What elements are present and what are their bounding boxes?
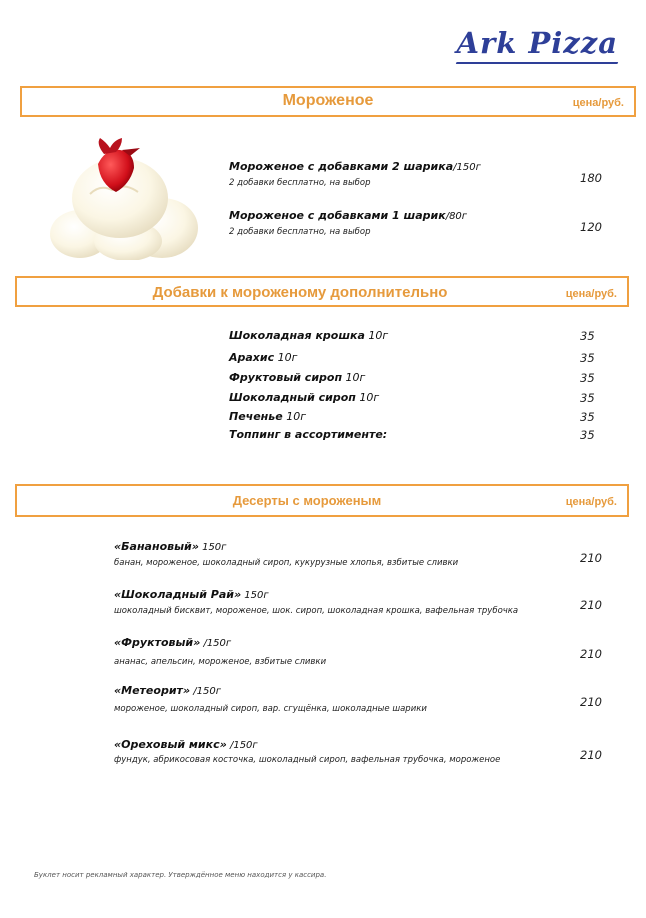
dessert-item-5-price: 210 (580, 748, 602, 762)
item-name: Мороженое с добавками 2 шарика (229, 160, 454, 173)
item-desc: банан, мороженое, шоколадный сироп, кукурузные хлопья, взбитые сливки (114, 558, 459, 568)
dessert-item-3-price: 210 (580, 647, 602, 661)
item-desc: шоколадный бисквит, мороженое, шок. сироп, шоколадная крошка, вафельная трубочка (114, 606, 519, 616)
item-weight: /150г (226, 740, 258, 751)
dessert-item-2 (114, 583, 518, 616)
addon-item-5: Печенье 10г (229, 410, 306, 423)
item-name: «Фруктовый» (114, 636, 201, 649)
addon-item-3-price: 35 (580, 371, 595, 385)
dessert-item-2-price: 210 (580, 598, 602, 612)
section-title-addons: Добавки к мороженому дополнительно (152, 284, 448, 301)
price-header-desserts: цена/руб. (565, 496, 617, 508)
addon-item-4-price: 35 (580, 391, 595, 405)
addon-item-6: Топпинг в ассортименте: (229, 428, 388, 441)
price-header-icecream: цена/руб. (572, 97, 624, 109)
item-weight: /150г (190, 686, 221, 697)
section-title-desserts: Десерты с мороженым (232, 493, 382, 508)
footer-note: Буклет носит рекламный характер. Утверждённое меню находится у кассира. (34, 871, 327, 879)
item-weight: /80г (445, 211, 468, 222)
icecream-item-1-price: 180 (580, 171, 602, 185)
section-header-desserts (15, 484, 629, 517)
item-weight: /150г (453, 162, 481, 173)
addon-item-1-price: 35 (580, 329, 595, 343)
section-header-addons (15, 276, 629, 307)
item-weight: 150г (198, 542, 227, 553)
item-desc: фундук, абрикосовая косточка, шоколадный сироп, вафельная трубочка, мороженое (114, 755, 501, 765)
item-weight: 150г (241, 590, 269, 601)
item-name: «Ореховый микс» (114, 738, 227, 751)
addon-item-4: Шоколадный сироп 10г (229, 391, 380, 404)
item-desc: мороженое, шоколадный сироп, вар. сгущёнка, шоколадные шарики (114, 704, 427, 714)
icecream-image (50, 136, 200, 260)
addon-item-3: Фруктовый сироп 10г (229, 371, 366, 384)
icecream-item-2 (229, 204, 467, 237)
addon-item-5-price: 35 (580, 410, 595, 424)
dessert-item-4 (114, 679, 427, 714)
item-name: «Банановый» (114, 540, 199, 553)
addon-item-2-price: 35 (580, 351, 595, 365)
item-desc: ананас, апельсин, мороженое, взбитые сливки (114, 657, 327, 667)
icecream-item-1 (229, 155, 481, 188)
dessert-item-3 (114, 631, 326, 667)
addon-item-1: Шоколадная крошка 10г (229, 329, 389, 342)
item-desc: 2 добавки бесплатно, на выбор (229, 227, 371, 237)
item-name: «Метеорит» (114, 684, 191, 697)
section-title-icecream: Мороженое (282, 92, 374, 109)
icecream-item-2-price: 120 (580, 220, 602, 234)
price-header-addons: цена/руб. (565, 288, 617, 300)
item-name: «Шоколадный Рай» (114, 588, 242, 601)
section-header-icecream (20, 86, 636, 117)
dessert-item-1-price: 210 (580, 551, 602, 565)
addon-item-2: Арахис 10г (229, 351, 298, 364)
item-desc: 2 добавки бесплатно, на выбор (229, 178, 371, 188)
item-name: Мороженое с добавками 1 шарик (229, 209, 446, 222)
brand-logo: Ark Pizza (456, 26, 618, 60)
addon-item-6-price: 35 (580, 428, 595, 442)
dessert-item-4-price: 210 (580, 695, 602, 709)
dessert-item-5 (114, 733, 500, 765)
dessert-item-1 (114, 535, 458, 568)
item-weight: /150г (200, 638, 232, 649)
